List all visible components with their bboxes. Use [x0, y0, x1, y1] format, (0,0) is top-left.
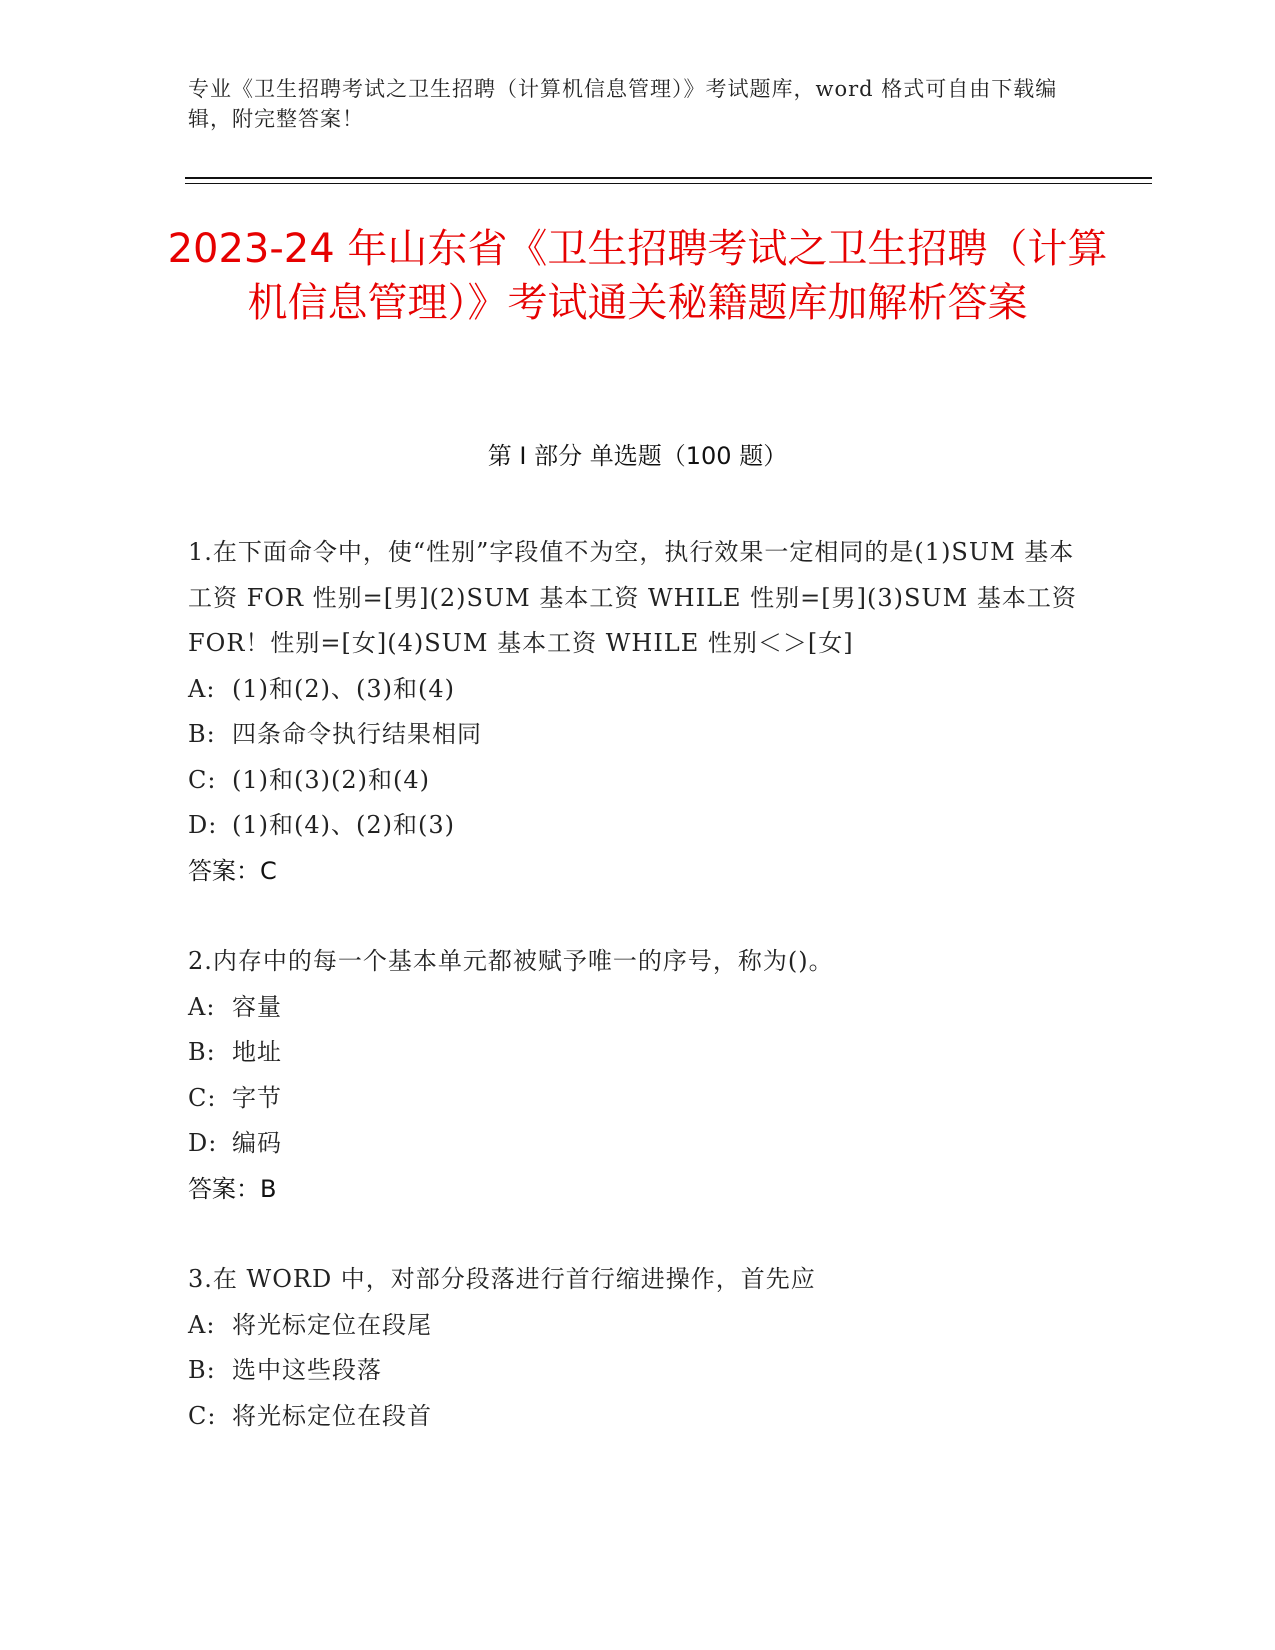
option-b	[188, 712, 1078, 758]
option-c	[188, 758, 1078, 804]
option-text: (1)和(2)、(3)和(4)	[232, 674, 455, 703]
option-letter: A:	[188, 1310, 216, 1339]
option-text: 编码	[232, 1129, 282, 1157]
header-note: 专业《卫生招聘考试之卫生招聘（计算机信息管理）》考试题库，word 格式可自由下载编辑，附完整答案！	[188, 77, 1058, 131]
option-letter: A:	[188, 992, 216, 1021]
question-stem: 2.内存中的每一个基本单元都被赋予唯一的序号，称为()。	[188, 947, 834, 975]
document-title: 2023-24 年山东省《卫生招聘考试之卫生招聘（计算机信息管理）》考试通关秘籍题库加解析答案	[167, 226, 1108, 326]
option-text: 地址	[232, 1038, 282, 1066]
option-a	[188, 1303, 1078, 1349]
option-letter: B:	[188, 1038, 216, 1066]
option-d	[188, 1121, 1078, 1167]
option-text: 将光标定位在段首	[232, 1401, 432, 1430]
option-text: 字节	[232, 1083, 282, 1112]
option-text: (1)和(3)(2)和(4)	[232, 765, 430, 794]
header-divider-thick	[185, 177, 1152, 179]
question-stem: 3.在 WORD 中，对部分段落进行首行缩进操作，首先应	[188, 1265, 816, 1293]
option-letter: C:	[188, 1083, 217, 1112]
answer: 答案：B	[188, 1174, 277, 1203]
option-text: 选中这些段落	[232, 1356, 382, 1384]
header-divider-thin	[185, 183, 1152, 184]
option-text: 将光标定位在段尾	[232, 1310, 432, 1339]
option-letter: C:	[188, 765, 217, 794]
option-a	[188, 667, 1078, 713]
option-letter: A:	[188, 674, 216, 703]
question-2	[188, 939, 1078, 1212]
option-text: 容量	[232, 992, 282, 1021]
option-text: 四条命令执行结果相同	[232, 720, 482, 748]
option-c	[188, 1394, 1078, 1440]
option-letter: C:	[188, 1401, 217, 1430]
option-b	[188, 1030, 1078, 1076]
option-letter: B:	[188, 1356, 216, 1384]
option-a	[188, 985, 1078, 1031]
question-stem: 1.在下面命令中，使“性别”字段值不为空，执行效果一定相同的是(1)SUM 基本工资 FOR 性别=[男](2)SUM 基本工资 WHILE 性别=[男](3)SUM 基本工资 FOR！性别=[女](4)SUM 基本工资 WHILE 性别＜＞[女]	[188, 538, 1077, 657]
option-letter: D:	[188, 1129, 218, 1157]
option-letter: B:	[188, 720, 216, 748]
question-1	[188, 530, 1078, 894]
option-letter: D:	[188, 811, 218, 839]
question-3	[188, 1257, 1078, 1439]
section-title: 第 I 部分 单选题（100 题）	[487, 442, 788, 470]
answer: 答案：C	[188, 856, 277, 885]
option-d	[188, 803, 1078, 849]
option-text: (1)和(4)、(2)和(3)	[232, 811, 455, 839]
option-c	[188, 1076, 1078, 1122]
question-list	[188, 530, 1078, 1484]
option-b	[188, 1348, 1078, 1394]
